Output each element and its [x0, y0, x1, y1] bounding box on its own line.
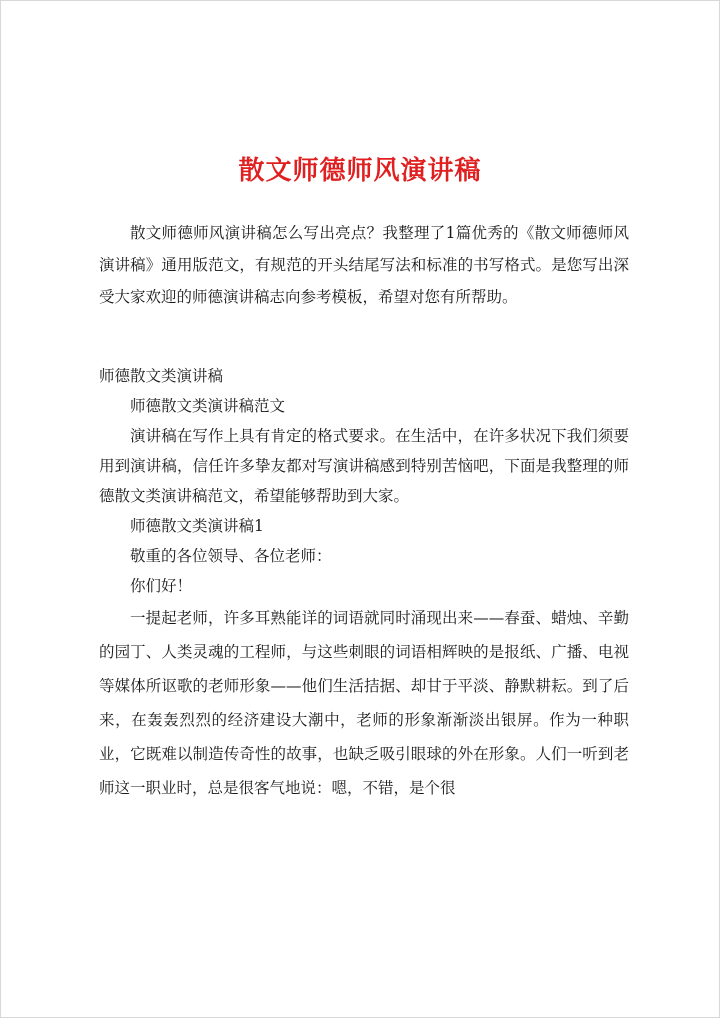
document-title: 散文师德师风演讲稿	[238, 156, 482, 186]
speech-title: 师德散文类演讲稿1	[130, 517, 264, 535]
greeting: 你们好！	[130, 577, 193, 595]
paragraph-1: 演讲稿在写作上具有肯定的格式要求。在生活中，在许多状况下我们须要用到演讲稿，信任许多挚友都对写演讲稿感到特别苦恼吧，下面是我整理的师德散文类演讲稿范文，希望能够帮助到大家。	[99, 427, 629, 505]
salutation: 敬重的各位领导、各位老师：	[130, 547, 332, 565]
paragraph-2: 一提起老师，许多耳熟能详的词语就同时涌现出来——春蚕、蜡烛、辛勤的园丁、人类灵魂的工程师，与这些刺眼的词语相辉映的是报纸、广播、电视等媒体所讴歌的老师形象——他们生活拮据、却甘于平淡、静默耕耘。到了后来，在轰轰烈烈的经济建设大潮中，老师的形象渐渐淡出银屏。作为一种职业，它既难以制造传奇性的故事，也缺乏吸引眼球的外在形象。人们一听到老师这一职业时，总是很客气地说：嗯，不错，是个很	[99, 609, 629, 797]
section-heading: 师德散文类演讲稿	[99, 367, 224, 385]
intro-paragraph: 散文师德师风演讲稿怎么写出亮点？我整理了1篇优秀的《散文师德师风演讲稿》通用版范文，有规范的开头结尾写法和标准的书写格式。是您写出深受大家欢迎的师德演讲稿志向参考模板，希望对您有所帮助。	[99, 224, 629, 306]
document-body	[99, 217, 629, 805]
subheading: 师德散文类演讲稿范文	[130, 397, 286, 415]
